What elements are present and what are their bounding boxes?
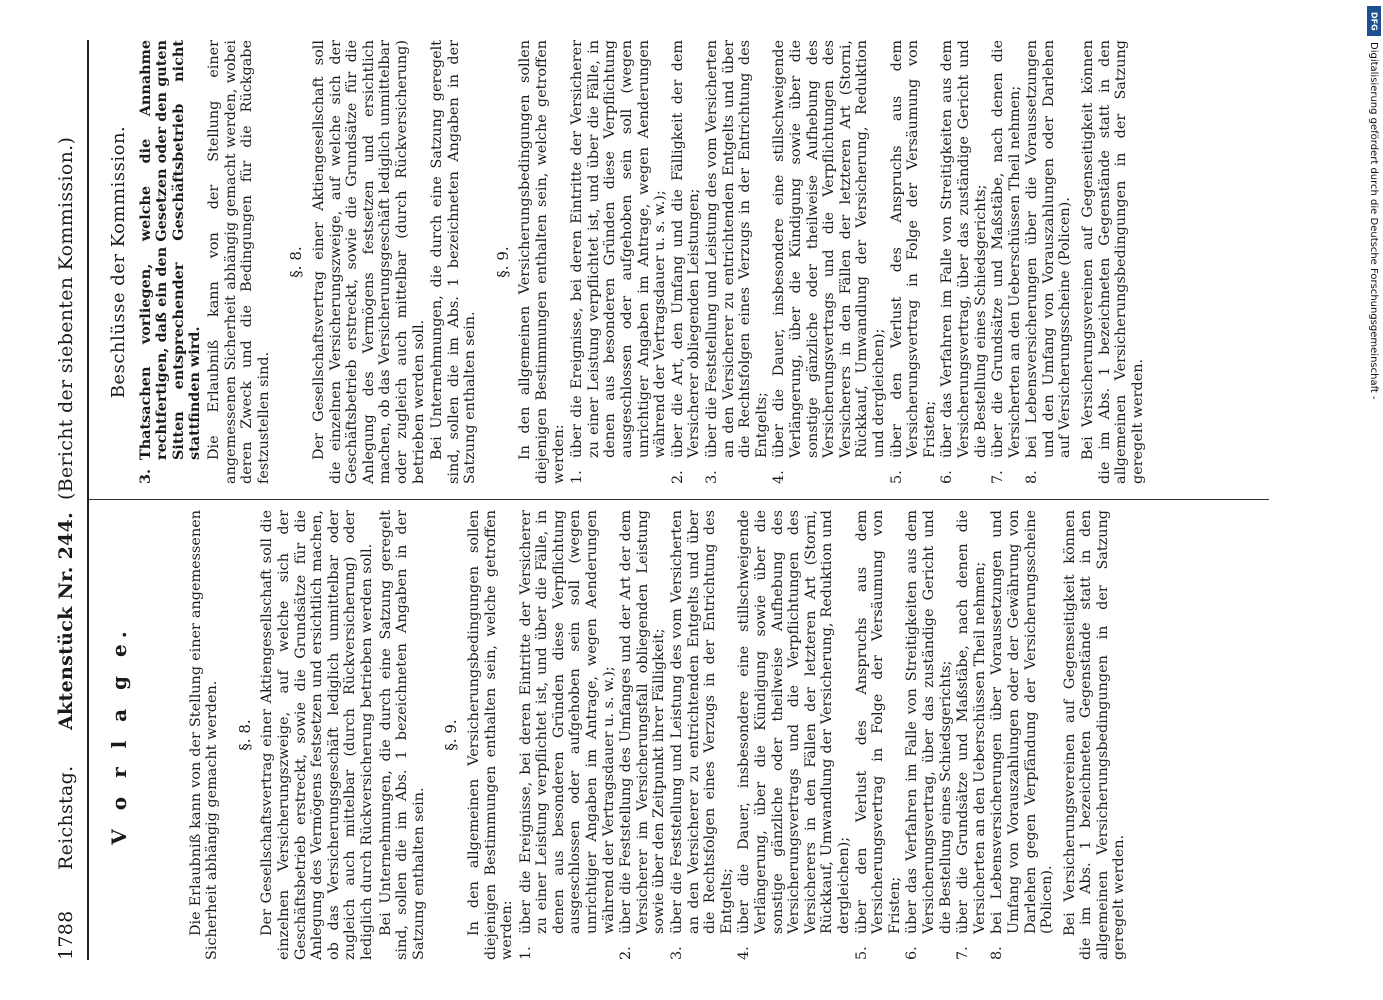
list-item: 8. bei Lebensversicherungen über die Voraussetzungen und den Umfang von Vorauszahlungen oder Darlehen auf Versicherungsscheine (Policen). <box>1024 40 1074 484</box>
section-9-intro: In den allgemeinen Versicherungsbedingungen sollen diejenigen Bestimmungen enthalten sein, welche getroffen werden: <box>465 510 516 960</box>
closing-text: Bei Versicherungsvereinen auf Gegenseitigkeit können die im Abs. 1 bezeichneten Gegenstände statt in den allgemeinen Versicherungsbedingungen in der Satzung geregelt werden. <box>1061 510 1128 960</box>
section-9-items <box>518 510 1056 960</box>
dfg-logo: DFG <box>1367 6 1381 36</box>
section-9-title: §. 9. <box>442 719 461 751</box>
list-item: 1. über die Ereignisse, bei deren Eintritte der Versicherer zu einer Leistung verpflichtet ist, und über die Fälle, in denen aus besonderen Gründen diese Verpflichtung ausgeschlossen oder aufgehoben sein soll (wegen unrichtiger Angaben im Antrage, wegen Aenderungen während der Vertragsdauer u. s. w.); <box>569 40 669 484</box>
list-item: 3. über die Feststellung und Leistung des vom Versicherten an den Versicherer zu entrichtenden Entgelts und über die Rechtsfolgen eines Verzugs in der Entrichtung des Entgelts; <box>704 40 770 484</box>
item-3-text: Thatsachen vorliegen, welche die Annahme rechtfertigen, daß ein den Gesetzen oder den guten Sitten entsprechender Geschäftsbetrieb nicht stattfinden wird. <box>136 40 204 460</box>
list-item: 7. über die Grundsätze und Maßstäbe, nach denen die Versicherten an den Ueberschüssen Theil nehmen; <box>955 510 988 960</box>
list-item: 2. über die Feststellung des Umfanges und der Art der dem Versicherer im Versicherungsfall obliegenden Leistung sowie über den Zeitpunkt ihrer Fälligkeit; <box>618 510 668 960</box>
section-8-title: §. 8. <box>287 246 306 278</box>
column-vorlage <box>89 500 1269 960</box>
page-header <box>55 40 77 960</box>
list-item: 8. bei Lebensversicherungen über Voraussetzungen und Umfang von Vorauszahlungen oder der Gewährung von Darlehen gegen Verpfändung der Versicherungsscheine (Policen). <box>989 510 1056 960</box>
aktenstueck-label: Aktenstück Nr. 244. <box>55 511 77 730</box>
section-8-title: §. 8. <box>235 719 254 751</box>
list-item: 4. über die Dauer, insbesondere eine stillschweigende Verlängerung, über die Kündigung sowie über die sonstige gänzliche oder theilweise Aufhebung des Versicherungsvertrags und die Verpflichtungen des Versicherers in den Fällen der letzteren Art (Storni, Rückkauf, Umwandlung der Versicherung, Reduktion und dergleichen); <box>736 510 852 960</box>
column-beschluesse <box>89 40 1269 500</box>
section-9-items <box>569 40 1074 484</box>
item-3-block <box>138 40 204 484</box>
item-3-number: 3. <box>136 468 154 484</box>
section-8-text-2: Bei Unternehmungen, die durch eine Satzung geregelt sind, sollen die im Abs. 1 bezeichneten Angaben in der Satzung enthalten sein. <box>377 510 427 960</box>
section-9-intro: In den allgemeinen Versicherungsbedingungen sollen diejenigen Bestimmungen enthalten sein, welche getroffen werden: <box>517 40 567 484</box>
erlaubnis-text: Die Erlaubniß kann von der Stellung einer angemessenen Sicherheit abhängig gemacht werden, wobei deren Zweck und die Bedingungen für die Rückgabe festzustellen sind. <box>205 40 272 484</box>
page-number: 1788 <box>55 910 77 960</box>
reichstag-label: Reichstag. <box>55 765 77 870</box>
section-8-text-1: Der Gesellschaftsvertrag einer Aktiengesellschaft soll die einzelnen Versicherungszweige, auf welche sich der Geschäftsbetrieb erstreckt, sowie die Grundsätze für die Anlegung des Vermögens festsetzen und ersichtlich machen, ob das Versicherungsgeschäft lediglich unmittelbar oder zugleich auch mittelbar (durch Rückversicherung) betrieben werden soll. <box>310 40 427 484</box>
two-column-body <box>89 40 1269 960</box>
digitization-credit: Digitalisierung gefördert durch die Deutsche Forschungsgemeinschaft - <box>1368 42 1379 400</box>
list-item: 3. über die Feststellung und Leistung des vom Versicherten an den Versicherer zu entrichtenden Entgelts und über die Rechtsfolgen eines Verzugs in der Entrichtung des Entgelts; <box>669 510 735 960</box>
list-item: 1. über die Ereignisse, bei deren Eintritte der Versicherer zu einer Leistung verpflichtet ist, und über die Fälle, in denen aus besonderen Gründen diese Verpflichtung ausgeschlossen oder aufgehoben sein soll (wegen unrichtiger Angaben im Antrage, wegen Aenderungen während der Vertragsdauer u. s. w.); <box>517 510 617 960</box>
heading-beschluesse: Beschlüsse der Kommission. <box>108 125 129 399</box>
document-page <box>55 40 1285 960</box>
list-item: 6. über das Verfahren im Falle von Streitigkeiten aus dem Versicherungsvertrag, über das zuständige Gericht und die Bestellung eines Schiedsgerichts; <box>904 510 954 960</box>
section-8-text-2: Bei Unternehmungen, die durch eine Satzung geregelt sind, sollen die im Abs. 1 bezeichneten Angaben in der Satzung enthalten sein. <box>429 40 479 484</box>
section-8-text-1: Der Gesellschaftsvertrag einer Aktiengesellschaft soll die einzelnen Versicherungszweige, auf welche sich der Geschäftsbetrieb erstreckt, sowie die Grundsätze für die Anlegung des Vermögens festsetzen und ersichtlich machen, ob das Versicherungsgeschäft lediglich unmittelbar oder zugleich auch mittelbar (durch Rückversicherung) oder lediglich durch Rückversicherung betrieben werden soll. <box>259 510 375 960</box>
closing-text: Bei Versicherungsvereinen auf Gegenseitigkeit können die im Abs. 1 bezeichneten Gegenstände statt in den allgemeinen Versicherungsbedingungen in der Satzung geregelt werden. <box>1080 40 1146 484</box>
list-item: 5. über den Verlust des Anspruchs aus dem Versicherungsvertrag in Folge der Versäumung von Fristen; <box>853 510 903 960</box>
list-item: 5. über den Verlust des Anspruchs aus dem Versicherungsvertrag in Folge der Versäumung von Fristen; <box>888 40 938 484</box>
list-item: 2. über die Art, den Umfang und die Fälligkeit der dem Versicherer obliegenden Leistungen; <box>669 40 703 484</box>
list-item: 7. über die Grundsätze und Maßstäbe, nach denen die Versicherten an den Ueberschüssen Theil nehmen; <box>990 40 1023 484</box>
list-item: 4. über die Dauer, insbesondere eine stillschweigende Verlängerung, über die Kündigung sowie über die sonstige gänzliche oder theilweise Aufhebung des Versicherungsvertrags und die Verpflichtungen des Versicherers in den Fällen der letzteren Art (Storni, Rückkauf, Umwandlung der Versicherung, Reduktion und dergleichen); <box>771 40 887 484</box>
list-item: 6. über das Verfahren im Falle von Streitigkeiten aus dem Versicherungsvertrag, über das zuständige Gericht und die Bestellung eines Schiedsgerichts; <box>939 40 989 484</box>
erlaubnis-text: Die Erlaubniß kann von der Stellung einer angemessenen Sicherheit abhängig gemacht werden. <box>187 510 221 960</box>
heading-vorlage: V o r l a g e. <box>107 625 131 845</box>
bericht-label: (Bericht der siebenten Kommission.) <box>55 136 77 500</box>
section-9-title: §. 9. <box>493 246 512 278</box>
